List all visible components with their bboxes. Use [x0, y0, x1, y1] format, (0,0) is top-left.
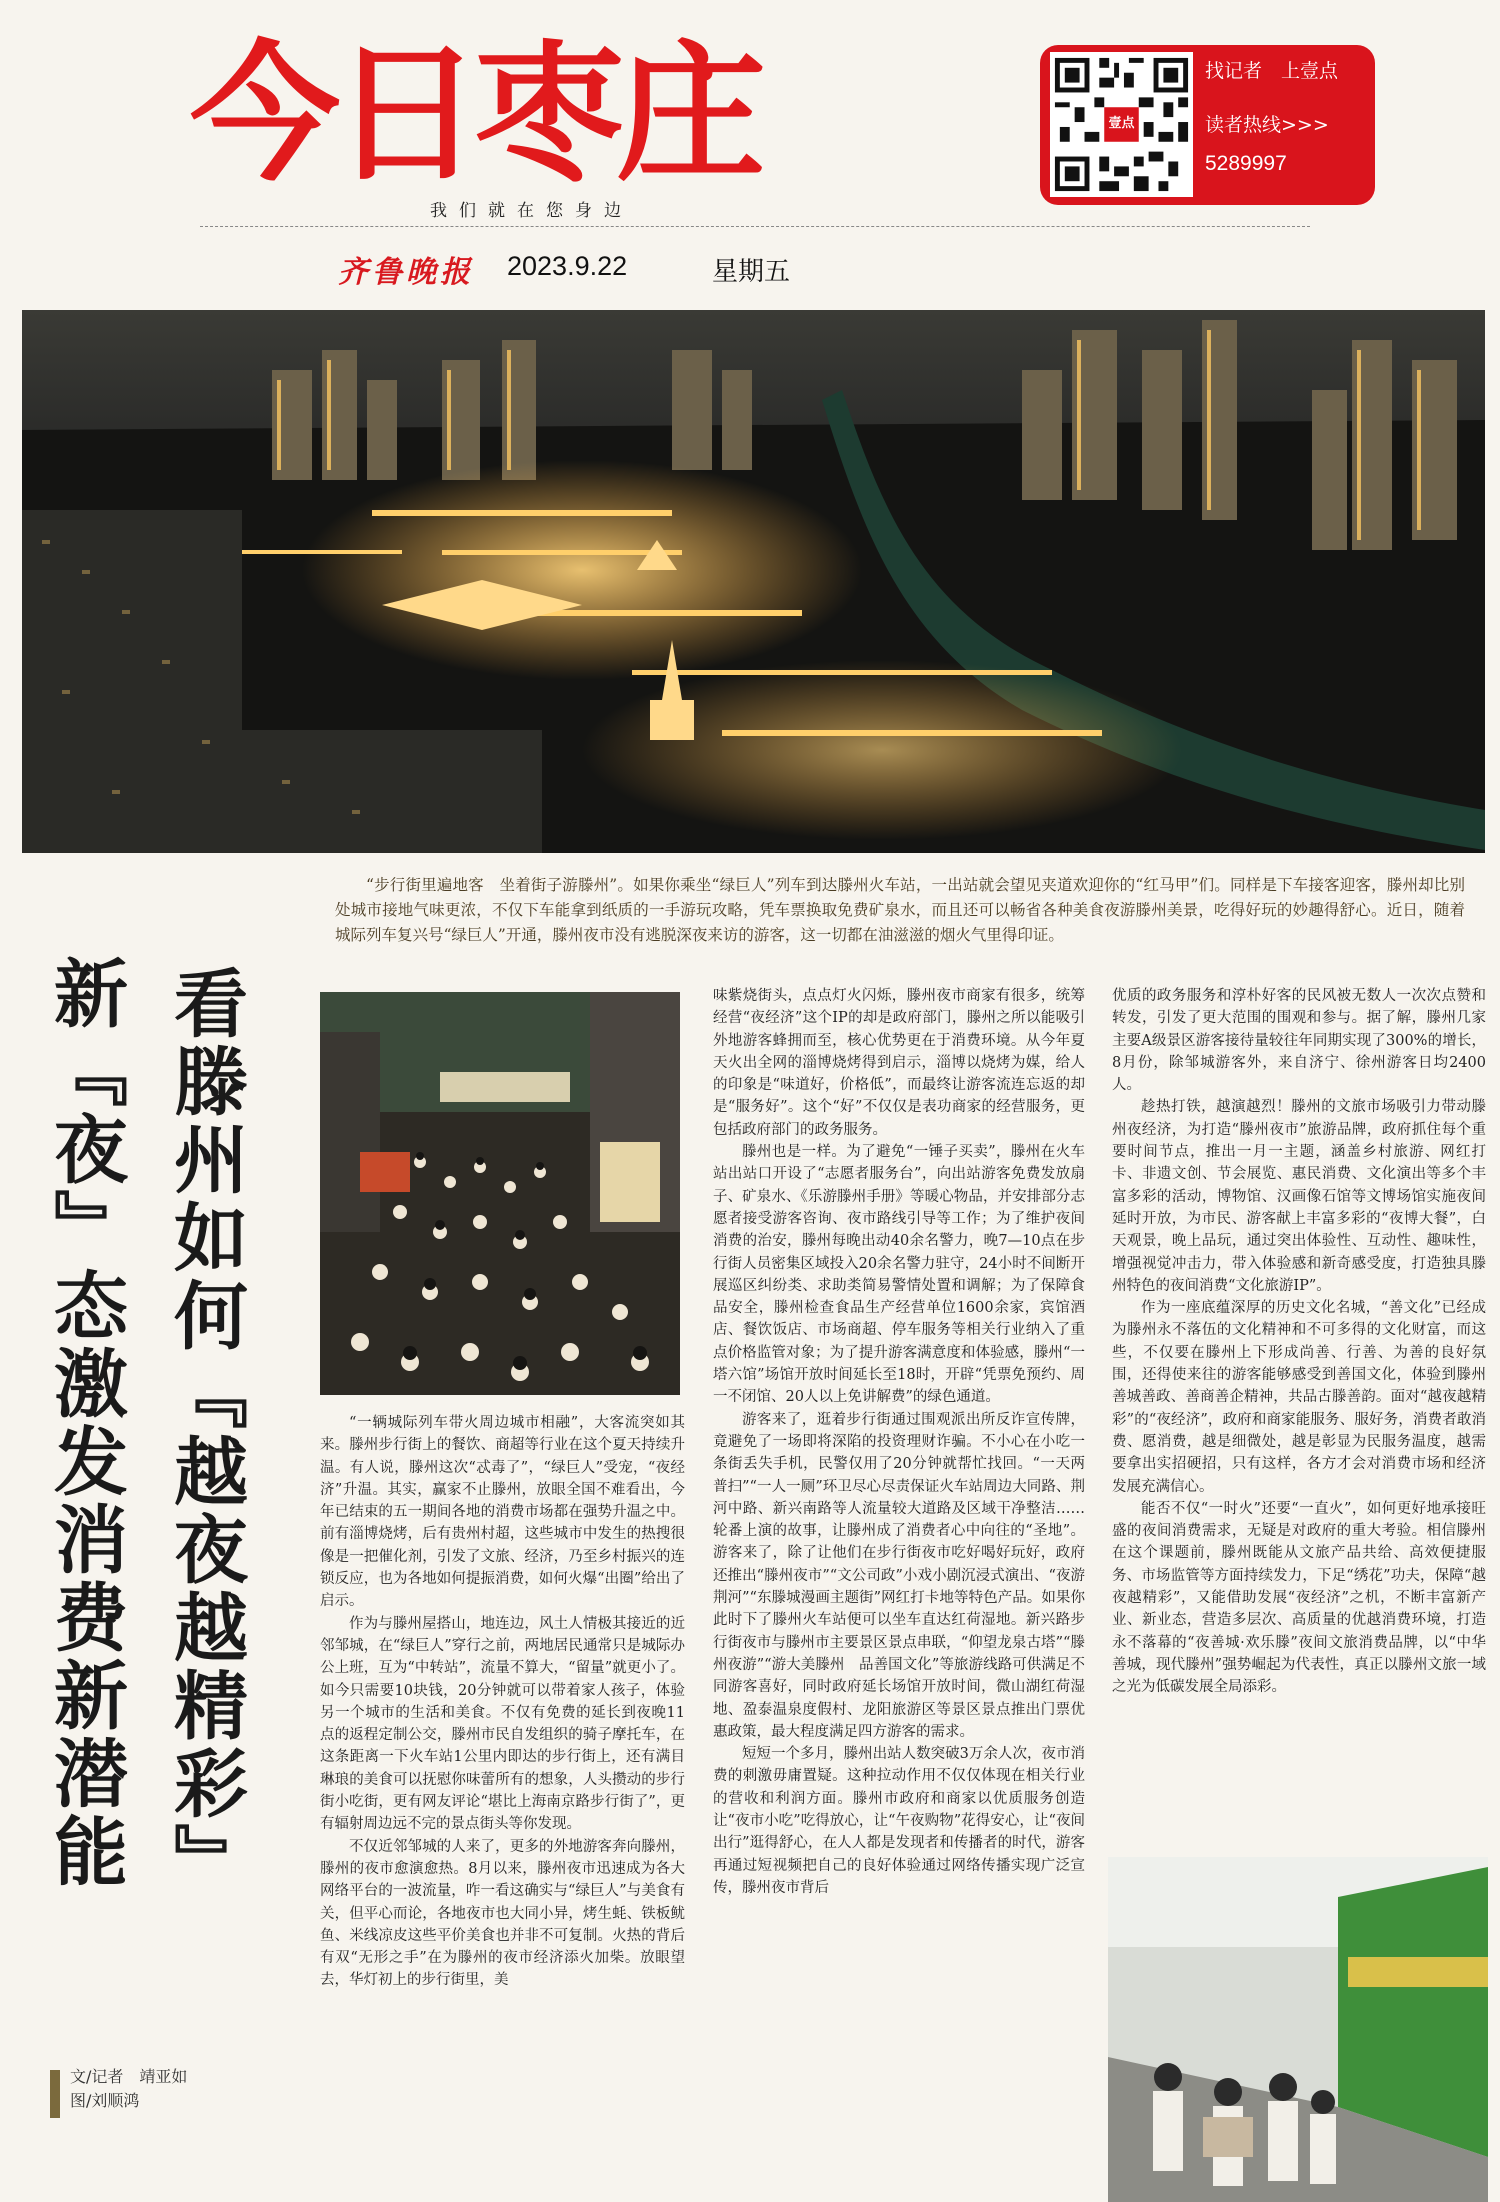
qr-code[interactable] [1050, 52, 1193, 197]
byline-bar [50, 2070, 60, 2118]
masthead-title: 今日枣庄 [190, 28, 759, 202]
article-column-1 [320, 1412, 685, 1992]
masthead-slogan: 我们就在您身边 [430, 201, 633, 221]
contact-line1: 找记者 上壹点 [1205, 60, 1339, 82]
qr-badge: 壹点 [1108, 116, 1135, 131]
night-market-crowd-photo [320, 992, 680, 1395]
paragraph: 能否不仅“一时火”还要“一直火”，如何更好地承接旺盛的夜间消费需求，无疑是对政府的重大考验。相信滕州在这个课题前，滕州既能从文旅产品共给、高效便捷服务、市场监管等方面持续发力，下足“绣花”功夫，保障“越夜越精彩”，又能借助发展“夜经济”之机，不断丰富新产业、新业态，营造多层次、高质量的优越消费环境，打造永不落幕的“夜善城·欢乐滕”夜间文旅消费品牌，以“中华善城，现代滕州”强势崛起为代表性，真正以滕州文旅一域之光为低碳发展全局添彩。 [1112, 1500, 1486, 1696]
byline [70, 2065, 187, 2113]
sub-headline: 新『夜』态激发消费新潜能 [42, 955, 128, 1891]
paragraph: 不仅近邻邹城的人来了，更多的外地游客奔向滕州，滕州的夜市愈演愈热。8月以来，滕州夜市迅速成为各大网络平台的一波流量，咋一看这确实与“绿巨人”与美食有关，但平心而论，各地夜市也大同小异，烤生蚝、铁板鱿鱼、米线凉皮这些平价美食也并非不可复制。火热的背后有双“无形之手”在为滕州的夜市经济添火加柴。放眼望去，华灯初上的步行街里，美 [320, 1838, 685, 1989]
paragraph: 味紫烧街头，点点灯火闪烁，滕州夜市商家有很多，统筹经营“夜经济”这个IP的却是政府部门，滕州之所以能吸引外地游客蜂拥而至，核心优势更在于消费环境。从今年夏天火出全网的淄博烧烤得到启示，淄博以烧烤为媒，给人的印象是“味道好，价格低”，而最终让游客流连忘返的却是“服务好”。这个“好”不仅仅是表功商家的经营服务，更包括政府部门的政务服务。 [713, 988, 1085, 1138]
green-train-platform-photo [1108, 1857, 1488, 2202]
article-column-3 [1112, 985, 1486, 1699]
night-city-aerial-photo [22, 310, 1485, 853]
paragraph: 作为与滕州屋搭山，地连边，风土人情极其接近的近邻邹城，在“绿巨人”穿行之前，两地居民通常只是城际办公上班，互为“中转站”，流量不算大，“留量”就更小了。如今只需要10块钱，20分钟就可以带着家人孩子，体验另一个城市的生活和美食。不仅有免费的延长到夜晚11点的返程定制公交，滕州市民自发组织的骑子摩托车，在这条距离一下火车站1公里内即达的步行街上，还有满目琳琅的美食可以抚慰你味蕾所有的想象，人头攒动的步行街小吃街，更有网友评论“堪比上海南京路步行街了”，更有辐射周边远不完的景点街头等你发现。 [320, 1615, 685, 1833]
paragraph: 优质的政务服务和淳朴好客的民风被无数人一次次点赞和转发，引发了更大范围的围观和参与。据了解，滕州几家主要A级景区游客接待量较往年同期实现了300%的增长，8月份，除邹城游客外，来自济宁、徐州游客日均2400人。 [1112, 988, 1486, 1094]
issue-weekday: 星期五 [712, 257, 791, 287]
hotline-label: 读者热线>>> [1205, 114, 1329, 136]
paragraph: 游客来了，逛着步行街通过围观派出所反诈宣传牌，竟避免了一场即将深陷的投资理财诈骗。不小心在小吃一条街丢失手机，民警仅用了20分钟就帮忙找回。“一天两普扫”“一人一厕”环卫尽心尽责保证火车站周边大同路、荆河中路、新兴南路等人流量较大道路及区域干净整洁……轮番上演的故事，让滕州成了消费者心中向往的“圣地”。游客来了，除了让他们在步行街夜市吃好喝好玩好，政府还推出“滕州夜市”“文公司政”小戏小剧沉浸式演出、“夜游荆河”“东滕城漫画主题街”网红打卡地等特色产品。如果你此时下了滕州火车站便可以坐车直达红荷湿地。新兴路步行街夜市与滕州市主要景区景点串联，“仰望龙泉古塔”“滕州夜游”“游大美滕州 品善国文化”等旅游线路可供满足不同游客喜好，同时政府延长场馆开放时间，微山湖红荷湿地、盈泰温泉度假村、龙阳旅游区等景区景点推出门票优惠政策，最大程度满足四方游客的需求。 [713, 1411, 1085, 1740]
divider [200, 226, 1310, 227]
article-column-2 [713, 985, 1085, 1899]
byline-photo: 图/刘顺鸿 [70, 2091, 140, 2110]
paragraph: 趁热打铁，越演越烈！滕州的文旅市场吸引力带动滕州夜经济，为打造“滕州夜市”旅游品牌，政府抓住每个重要时间节点，推出一月一主题，涵盖乡村旅游、网红打卡、非遗文创、节会展览、惠民消费、文化演出等多个丰富多彩的活动，博物馆、汉画像石馆等文博场馆实施夜间延时开放，为市民、游客献上丰富多彩的“夜博大餐”，白天观景，晚上品玩，通过突出体验性、互动性、趣味性，增强视觉冲击力，带入体验感和新奇感受度，打造独具滕州特色的夜间消费“文化旅游IP”。 [1112, 1099, 1486, 1294]
paragraph: 短短一个多月，滕州出站人数突破3万余人次，夜市消费的刺激毋庸置疑。这种拉动作用不仅仅体现在相关行业的营收和利润方面。滕州市政府和商家以优质服务创造让“夜市小吃”吃得放心，让“午夜购物”花得安心，让“夜间出行”逛得舒心，在人人都是发现者和传播者的时代，游客再通过短视频把自己的良好体验通过网络传播实现广泛宣传，滕州夜市背后 [713, 1746, 1085, 1896]
main-headline: 看滕州如何『越夜越精彩』 [162, 965, 248, 1901]
hotline-number: 5289997 [1205, 152, 1287, 175]
byline-writer: 文/记者 靖亚如 [70, 2067, 188, 2086]
paragraph: 作为一座底蕴深厚的历史文化名城，“善文化”已经成为滕州永不落伍的文化精神和不可多得的文化财富，而这些，不仅要在滕州上下形成尚善、行善、为善的良好氛围，还得使来往的游客能够感受到善国文化，体验到滕州善城善政、善商善企精神，共品古滕善韵。面对“越夜越精彩”的“夜经济”，政府和商家能服务、服好务，消费者敢消费、愿消费，越是细微处，越是彰显为民服务温度，越需要拿出实招硬招，只有这样，各方才会对消费市场和经济发展充满信心。 [1112, 1300, 1486, 1495]
paragraph: 滕州也是一样。为了避免“一锤子买卖”，滕州在火车站出站口开设了“志愿者服务台”，向出站游客免费发放扇子、矿泉水、《乐游滕州手册》等暖心物品，并安排部分志愿者接受游客咨询、夜市路线引导等工作；为了维护夜间消费的治安，滕州每晚出动40余名警力，晚7—10点在步行街人员密集区域投入20余名警力驻守，24小时不间断开展巡区纠纷类、求助类简易警情处置和调解；为了保障食品安全，滕州检查食品生产经营单位1600余家，宾馆酒店、餐饮饭店、市场商超、停车服务等相关行业纳入了重点价格监管对象；为了提升游客满意度和体验感，滕州“一塔六馆”场馆开放时间延长至18时，开辟“凭票免预约、周一不闭馆、20人以上免讲解费”的绿色通道。 [713, 1144, 1085, 1406]
paragraph: “一辆城际列车带火周边城市相融”，大客流突如其来。滕州步行街上的餐饮、商超等行业在这个夏天持续升温。有人说，滕州这次“忒毒了”，“绿巨人”受宠，“夜经济”升温。其实，赢家不止滕州，放眼全国不难看出，今年已结束的五一期间各地的消费市场都在强势升温之中。前有淄博烧烤，后有贵州村超，这些城市中发生的热搜很像是一把催化剂，引发了文旅、经济，乃至乡村振兴的连锁反应，也为各地如何提振消费，如何火爆“出圈”给出了启示。 [320, 1415, 685, 1610]
lead-paragraph: “步行街里遍地客 坐着街子游滕州”。如果你乘坐“绿巨人”列车到达滕州火车站，一出站就会望见夹道欢迎你的“红马甲”们。同样是下车接客迎客，滕州却比别处城市接地气味更浓，不仅下车能拿到纸质的一手游玩攻略，凭车票换取免费矿泉水，而且还可以畅省各种美食夜游滕州美景，吃得好玩的妙趣得舒心。近日，随着城际列车复兴号“绿巨人”开通，滕州夜市没有逃脱深夜来访的游客，这一切都在油滋滋的烟火气里得印证。 [335, 876, 1465, 944]
newspaper-brand: 齐鲁晚报 [338, 255, 474, 290]
issue-date: 2023.9.22 [507, 251, 628, 281]
